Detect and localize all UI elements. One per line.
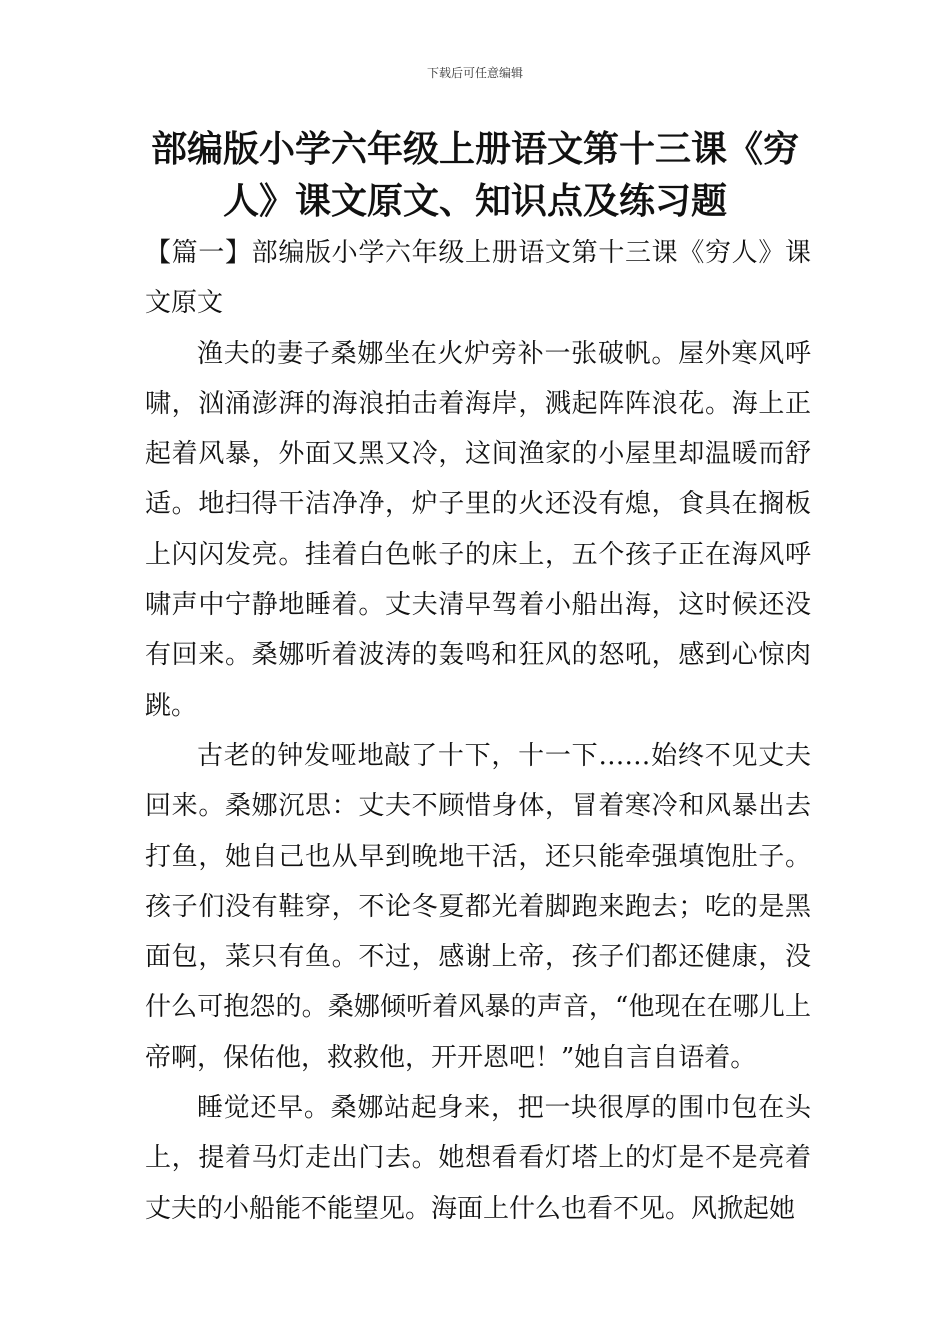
document-title: 部编版小学六年级上册语文第十三课《穷人》课文原文、知识点及练习题: [150, 129, 799, 222]
body-paragraph-1: 渔夫的妻子桑娜坐在火炉旁补一张破帆。屋外寒风呼啸，汹涌澎湃的海浪拍击着海岸，溅起阵阵浪花。海上正起着风暴，外面又黑又冷，这间渔家的小屋里却温暖而舒适。地扫得干洁净净，炉子里的火还没有熄，食具在搁板上闪闪发亮。挂着白色帐子的床上，五个孩子正在海风呼啸声中宁静地睡着。丈夫清早驾着小船出海，这时候还没有回来。桑娜听着波涛的轰鸣和狂风的怒吼，感到心惊肉跳。: [145, 338, 811, 721]
header-note: 下载后可任意编辑: [426, 66, 523, 80]
body-paragraph-2: 古老的钟发哑地敲了十下，十一下……始终不见丈夫回来。桑娜沉思：丈夫不顾惜身体，冒着寒冷和风暴出去打鱼，她自己也从早到晚地干活，还只能牵强填饱肚子。孩子们没有鞋穿，不论冬夏都光着脚跑来跑去；吃的是黑面包，菜只有鱼。不过，感谢上帝，孩子们都还健康，没什么可抱怨的。桑娜倾听着风暴的声音，“他现在在哪儿上帝啊，保佑他，救救他，开开恩吧！”她自言自语着。: [145, 740, 811, 1073]
body-paragraph-3: 睡觉还早。桑娜站起身来，把一块很厚的围巾包在头上，提着马灯走出门去。她想看看灯塔上的灯是不是亮着丈夫的小船能不能望见。海面上什么也看不见。风掀起她: [145, 1093, 811, 1224]
section-heading: 【篇一】部编版小学六年级上册语文第十三课《穷人》课文原文: [145, 238, 811, 319]
document-body: [145, 228, 811, 1234]
